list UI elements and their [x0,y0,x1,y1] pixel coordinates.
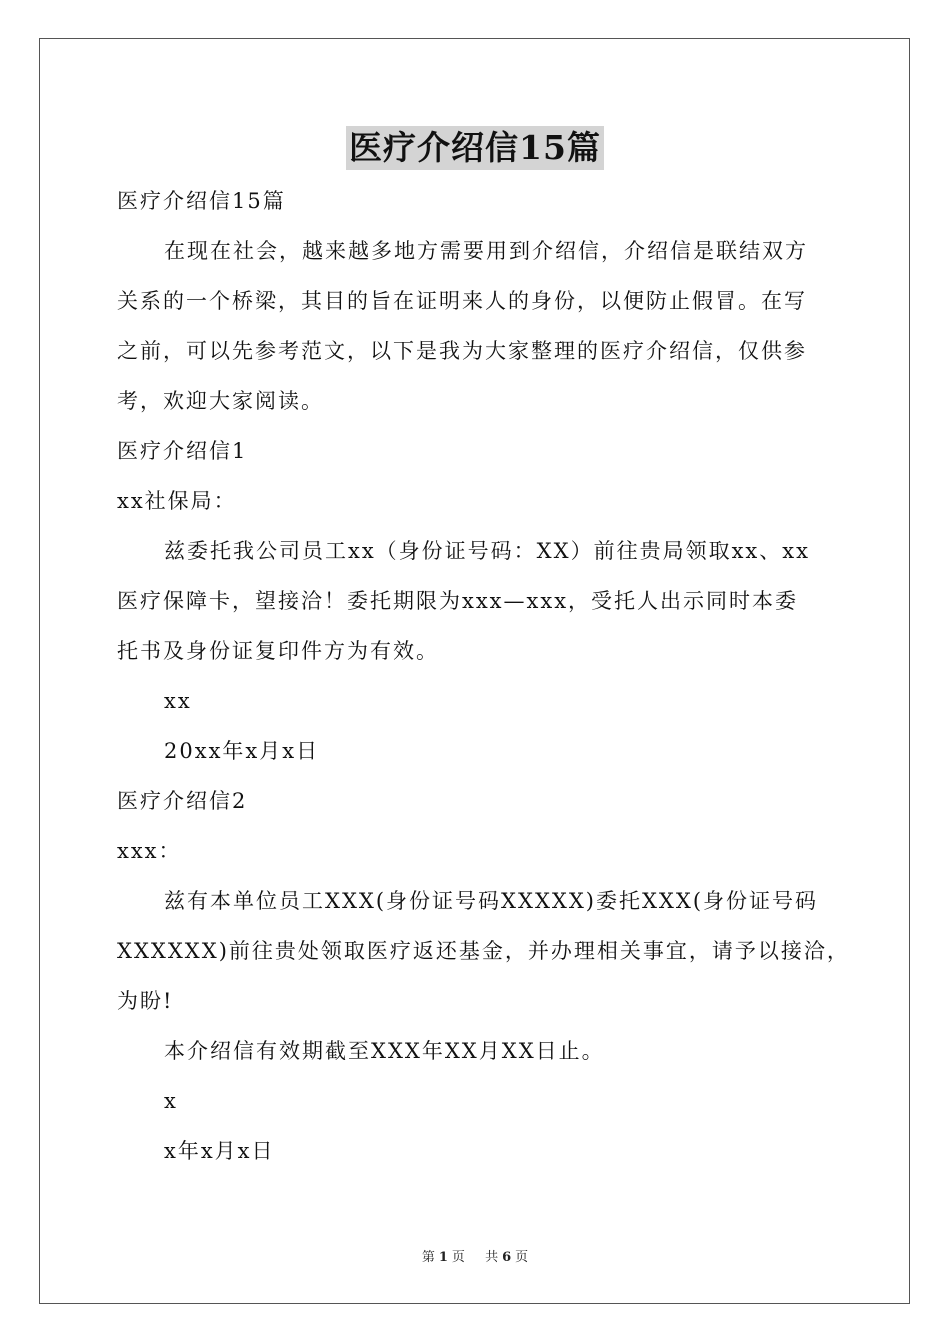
document-title: 医疗介绍信15篇 [346,126,604,170]
doc-line: 考，欢迎大家阅读。 [117,389,324,413]
total-pages-number: 6 [502,1250,512,1265]
doc-line: 为盼! [117,989,174,1013]
letter-salutation: xxx： [117,839,182,863]
doc-line: XXXXXX)前往贵处领取医疗返还基金，并办理相关事宜，请予以接洽， [117,939,850,963]
doc-line: 本介绍信有效期截至XXX年XX月XX日止。 [164,1039,605,1063]
doc-line: 兹委托我公司员工xx（身份证号码：XX）前往贵局领取xx、xx [164,539,810,563]
page-number: 1 [438,1250,448,1265]
section-heading: 医疗介绍信2 [117,789,248,813]
doc-line: 医疗保障卡，望接洽！委托期限为xxx—xxx，受托人出示同时本委 [117,589,799,613]
title-container [0,126,950,170]
letter-date: 20xx年x月x日 [164,739,320,763]
page-footer [0,1246,950,1265]
doc-line: 在现在社会，越来越多地方需要用到介绍信，介绍信是联结双方 [164,239,808,263]
section-heading: 医疗介绍信1 [117,439,248,463]
letter-signature: xx [164,689,192,713]
doc-line: 托书及身份证复印件方为有效。 [117,639,439,663]
doc-line: 关系的一个桥梁，其目的旨在证明来人的身份，以便防止假冒。在写 [117,289,807,313]
doc-line: 之前，可以先参考范文，以下是我为大家整理的医疗介绍信，仅供参 [117,339,807,363]
page-indicator: 第 1 页 [421,1250,465,1265]
document-body [117,176,850,1176]
doc-line: 兹有本单位员工XXX(身份证号码XXXXX)委托XXX(身份证号码 [164,889,819,913]
letter-salutation: xx社保局： [117,489,237,513]
doc-line: 医疗介绍信15篇 [117,189,286,213]
letter-signature: x [164,1089,178,1113]
total-pages-indicator: 共 6 页 [485,1250,529,1265]
letter-date: x年x月x日 [164,1139,275,1163]
